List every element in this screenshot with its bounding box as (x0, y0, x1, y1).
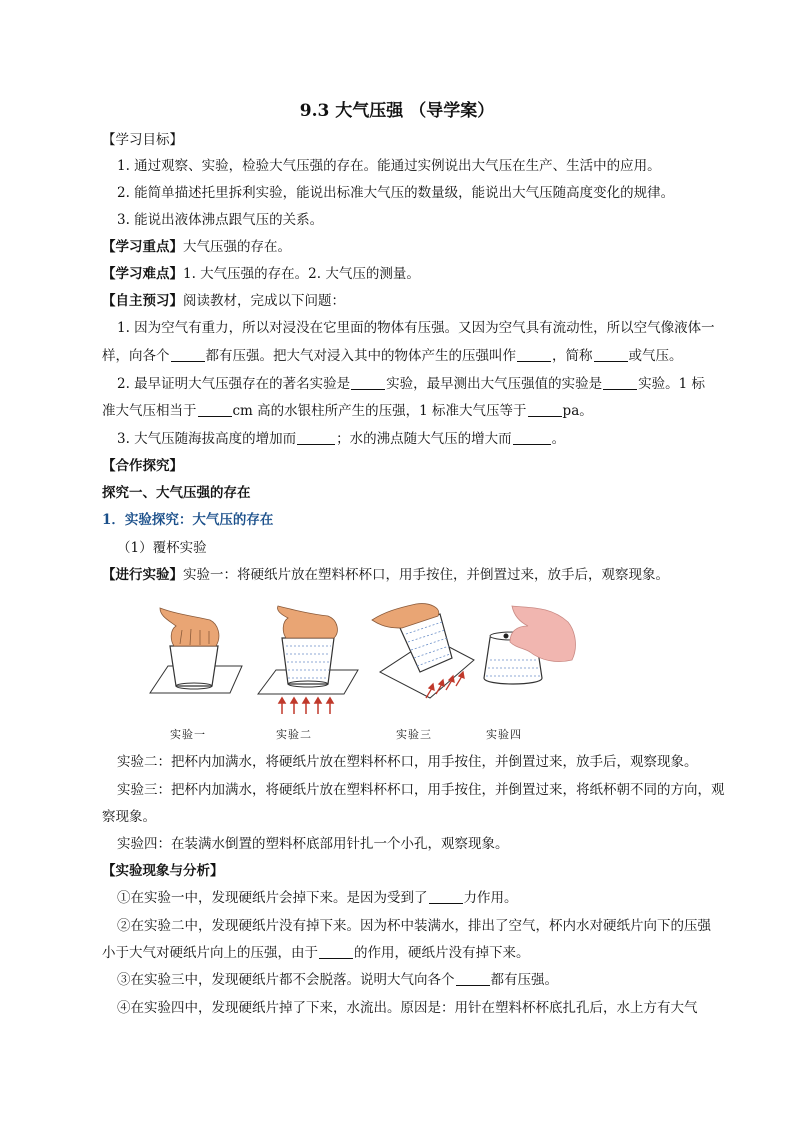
text-run: 都有压强。把大气对浸入其中的物体产生的压强叫作 (205, 348, 516, 364)
analysis-2-line-1: ②在实验二中，发现硬纸片没有掉下来。因为杯中装满水，排出了空气，杯内水对硬纸片向下的压强 (117, 918, 711, 934)
preview-heading: 【自主预习】 (102, 293, 183, 309)
key-heading: 【学习重点】 (102, 239, 183, 255)
answer-blank[interactable] (513, 430, 551, 445)
text-run: ③在实验三中，发现硬纸片都不会脱落。说明大气向各个 (117, 972, 455, 988)
difficulty-heading: 【学习难点】 (102, 266, 183, 282)
analysis-3 (117, 970, 558, 990)
experiment-3-text-line-1: 实验三：把杯内加满水，将硬纸片放在塑料杯杯口，用手按住，并倒置过来，将纸杯朝不同的方向，观 (117, 782, 725, 798)
answer-blank[interactable] (171, 347, 205, 362)
figure-caption-3: 实验三 (396, 728, 432, 741)
text-run: ；水的沸点随大气压的增大而 (336, 431, 512, 447)
key-point (102, 237, 291, 257)
experiment-2-text: 实验二：把杯内加满水，将硬纸片放在塑料杯杯口，用手按住，并倒置过来，放手后，观察现象。 (117, 754, 698, 770)
preview-text: 阅读教材，完成以下问题： (183, 293, 345, 309)
text-run: pa。 (562, 403, 593, 419)
text-run: 。 (551, 431, 566, 447)
question-3 (117, 429, 565, 449)
goal-1: 1. 通过观察、实验，检验大气压强的存在。能通过实例说出大气压在生产、生活中的应用。 (117, 158, 661, 174)
goals-heading: 【学习目标】 (102, 132, 183, 148)
difficulty (102, 264, 420, 284)
answer-blank[interactable] (198, 402, 232, 417)
procedure-heading: 【进行实验】 (102, 567, 183, 583)
text-run: 样，向各个 (102, 348, 170, 364)
answer-blank[interactable] (603, 375, 637, 390)
text-run: 力作用。 (463, 890, 518, 906)
goal-3: 3. 能说出液体沸点跟气压的关系。 (117, 212, 324, 228)
answer-blank[interactable] (594, 347, 628, 362)
question-2-line-1 (117, 374, 705, 394)
procedure-text: 实验一：将硬纸片放在塑料杯杯口，用手按住，并倒置过来，放手后，观察现象。 (183, 567, 669, 583)
figure-caption-4: 实验四 (486, 728, 522, 741)
experiment-2-illustration (248, 598, 368, 716)
text-run: 实验。1 标 (638, 376, 706, 392)
goal-2: 2. 能简单描述托里拆利实验，能说出标准大气压的数量级，能说出大气压随高度变化的规律。 (117, 185, 675, 201)
experiment-3-illustration (370, 598, 490, 716)
text-run: 或气压。 (628, 348, 683, 364)
experiment-4-text: 实验四：在装满水倒置的塑料杯底部用针扎一个小孔，观察现象。 (117, 836, 509, 852)
explore-1-heading: 探究一、大气压强的存在 (102, 485, 251, 501)
text-run: 都有压强。 (490, 972, 558, 988)
analysis-4: ④在实验四中，发现硬纸片掉了下来，水流出。原因是：用针在塑料杯杯底扎孔后，水上方有大气 (117, 1000, 698, 1016)
answer-blank[interactable] (429, 889, 463, 904)
text-run: 2. 最早证明大气压强存在的著名实验是 (117, 376, 351, 392)
text-run: 实验，最早测出大气压强值的实验是 (386, 376, 603, 392)
preview (102, 291, 345, 311)
text-run: 小于大气对硬纸片向上的压强，由于 (102, 945, 318, 961)
analysis-2-line-2 (102, 943, 530, 963)
page-title: 9.3 大气压强 （导学案） (299, 101, 495, 121)
text-run: 准大气压相当于 (102, 403, 197, 419)
answer-blank[interactable] (528, 402, 562, 417)
answer-blank[interactable] (517, 347, 551, 362)
question-2-line-2 (102, 401, 593, 421)
question-1-line-2 (102, 346, 683, 366)
text-run: ，简称 (552, 348, 593, 364)
answer-blank[interactable] (351, 375, 385, 390)
figure-caption-1: 实验一 (170, 728, 206, 741)
answer-blank[interactable] (297, 430, 335, 445)
text-run: ①在实验一中，发现硬纸片会掉下来。是因为受到了 (117, 890, 428, 906)
figure-caption-2: 实验二 (276, 728, 312, 741)
sub-heading-1: （1）覆杯实验 (117, 540, 207, 556)
text-run: 3. 大气压随海拔高度的增加而 (117, 431, 297, 447)
key-text: 大气压强的存在。 (183, 239, 291, 255)
procedure-line (102, 565, 669, 585)
text-run: cm 高的水银柱所产生的压强，1 标准大气压等于 (232, 403, 527, 419)
answer-blank[interactable] (319, 944, 353, 959)
difficulty-text: 1. 大气压强的存在。2. 大气压的测量。 (183, 266, 420, 282)
experiment-figures (140, 598, 640, 748)
question-1-line-1: 1. 因为空气有重力，所以对浸没在它里面的物体有压强。又因为空气具有流动性，所以空气像液体一 (117, 320, 715, 336)
experiment-4-illustration (476, 598, 586, 708)
analysis-1 (117, 888, 518, 908)
text-run: 的作用，硬纸片没有掉下来。 (354, 945, 530, 961)
coop-heading: 【合作探究】 (102, 458, 183, 474)
experiment-1-illustration (140, 598, 250, 708)
analysis-heading: 【实验现象与分析】 (102, 863, 224, 879)
experiment-3-text-line-2: 察现象。 (102, 809, 156, 825)
answer-blank[interactable] (456, 971, 490, 986)
experiment-title: 1．实验探究：大气压的存在 (102, 512, 274, 528)
